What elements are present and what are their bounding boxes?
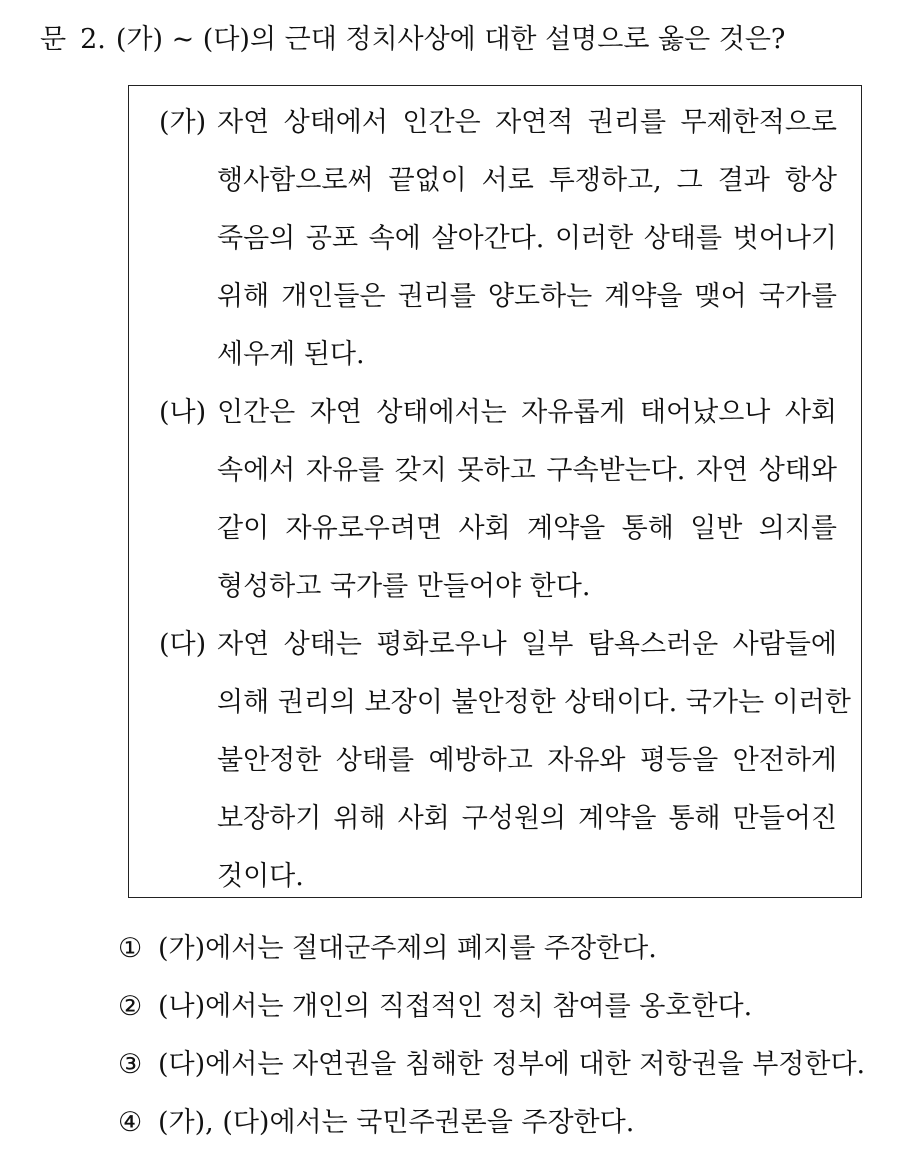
paragraph-line: 위해 개인들은 권리를 양도하는 계약을 맺어 국가를 bbox=[217, 281, 837, 312]
paragraph-line: 세우게 된다. bbox=[217, 339, 365, 370]
paragraph-line: 불안정한 상태를 예방하고 자유와 평등을 안전하게 bbox=[217, 745, 837, 776]
question-stem bbox=[40, 22, 785, 58]
paragraph-line: 같이 자유로우려면 사회 계약을 통해 일반 의지를 bbox=[217, 513, 837, 544]
answer-options bbox=[118, 920, 898, 1152]
paragraph-label: (가) bbox=[159, 107, 207, 138]
question-number: 2. bbox=[80, 24, 106, 55]
option-text: (가)에서는 절대군주제의 폐지를 주장한다. bbox=[158, 933, 657, 964]
question-text: (가) ~ (다)의 근대 정치사상에 대한 설명으로 옳은 것은? bbox=[115, 24, 786, 55]
answer-option-2[interactable] bbox=[118, 978, 898, 1036]
option-text: (나)에서는 개인의 직접적인 정치 참여를 옹호한다. bbox=[158, 991, 753, 1022]
option-text: (다)에서는 자연권을 침해한 정부에 대한 저항권을 부정한다. bbox=[158, 1049, 866, 1080]
paragraph-label: (다) bbox=[159, 629, 207, 660]
question-prefix: 문 bbox=[40, 24, 67, 55]
paragraph-line: 행사함으로써 끝없이 서로 투쟁하고, 그 결과 항상 bbox=[217, 165, 837, 196]
answer-option-3[interactable] bbox=[118, 1036, 898, 1094]
paragraph-line: 자연 상태에서 인간은 자연적 권리를 무제한적으로 bbox=[217, 107, 837, 138]
option-number: ③ bbox=[118, 1049, 143, 1080]
paragraph-line: 속에서 자유를 갖지 못하고 구속받는다. 자연 상태와 bbox=[217, 455, 837, 486]
paragraph-label: (나) bbox=[159, 397, 207, 428]
paragraph-line: 보장하기 위해 사회 구성원의 계약을 통해 만들어진 bbox=[217, 803, 837, 834]
paragraph-line: 형성하고 국가를 만들어야 한다. bbox=[217, 571, 591, 602]
option-number: ② bbox=[118, 991, 143, 1022]
option-number: ① bbox=[118, 933, 143, 964]
paragraph-line: 의해 권리의 보장이 불안정한 상태이다. 국가는 이러한 bbox=[217, 687, 851, 718]
answer-option-4[interactable] bbox=[118, 1094, 898, 1152]
option-text: (가), (다)에서는 국민주권론을 주장한다. bbox=[158, 1107, 635, 1138]
answer-option-1[interactable] bbox=[118, 920, 898, 978]
passage-box bbox=[128, 85, 862, 898]
paragraph-line: 것이다. bbox=[217, 861, 304, 892]
option-number: ④ bbox=[118, 1107, 143, 1138]
paragraph-line: 인간은 자연 상태에서는 자유롭게 태어났으나 사회 bbox=[217, 397, 837, 428]
paragraph-line: 자연 상태는 평화로우나 일부 탐욕스러운 사람들에 bbox=[217, 629, 837, 660]
paragraph-line: 죽음의 공포 속에 살아간다. 이러한 상태를 벗어나기 bbox=[217, 223, 837, 254]
